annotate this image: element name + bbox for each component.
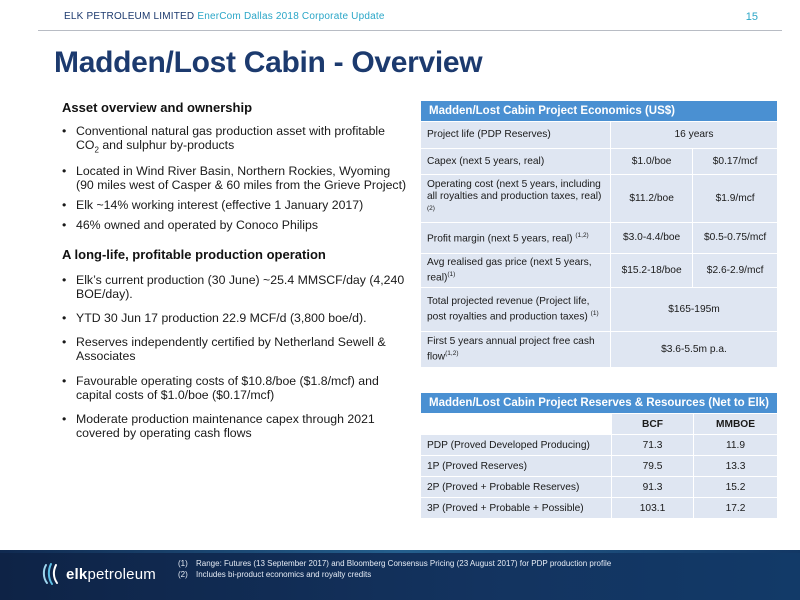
row-value-mcf: $0.5-0.75/mcf xyxy=(693,223,778,254)
header-divider xyxy=(38,30,782,31)
row-label: First 5 years annual project free cash flow$^{(1,2)}$ xyxy=(421,332,611,368)
row-value-mcf: $2.6-2.9/mcf xyxy=(693,254,778,288)
row-value-bcf: 71.3 xyxy=(612,435,694,456)
footnote-ref: (1) xyxy=(590,310,599,318)
row-label: Profit margin (next 5 years, real) $^{(1,2)}$ xyxy=(421,223,611,254)
table-row xyxy=(421,332,778,368)
asset-bullets xyxy=(62,124,407,233)
left-column xyxy=(62,100,407,451)
row-value-mmboe: 17.2 xyxy=(694,498,778,519)
row-value-bcf: 91.3 xyxy=(612,477,694,498)
row-label: Project life (PDP Reserves) xyxy=(421,122,611,149)
table-row xyxy=(421,435,778,456)
row-value-mmboe: 15.2 xyxy=(694,477,778,498)
column-header-bcf: BCF xyxy=(612,414,694,435)
row-value-boe: $1.0/boe xyxy=(611,149,693,175)
bullet-item: • Reserves independently certified by Netherland Sewell & Associates xyxy=(62,335,407,363)
row-value-mcf: $0.17/mcf xyxy=(693,149,778,175)
row-value: $165-195m xyxy=(611,288,778,332)
table-row xyxy=(421,223,778,254)
header-blank xyxy=(421,414,612,435)
company-logo xyxy=(40,562,156,586)
row-value: $3.6-5.5m p.a. xyxy=(611,332,778,368)
header-text xyxy=(64,11,385,22)
footnote: (2) Includes bi-product economics and royalty credits xyxy=(178,570,372,579)
table-row xyxy=(421,122,778,149)
bullet-item: • 46% owned and operated by Conoco Philips xyxy=(62,218,407,232)
page-title: Madden/Lost Cabin - Overview xyxy=(54,46,483,79)
asset-heading: Asset overview and ownership xyxy=(62,100,253,115)
table-row xyxy=(421,498,778,519)
footnotes xyxy=(178,558,611,580)
row-label: 1P (Proved Reserves) xyxy=(421,456,612,477)
row-value-mmboe: 13.3 xyxy=(694,456,778,477)
row-value-bcf: 79.5 xyxy=(612,456,694,477)
table-row xyxy=(421,254,778,288)
table-row xyxy=(421,456,778,477)
table-row xyxy=(421,175,778,223)
footnote-ref: (2) xyxy=(427,204,435,212)
bullet-item: • Favourable operating costs of $10.8/boe ($1.8/mcf) and capital costs of $1.0/boe ($0.17/mcf) xyxy=(62,374,407,402)
footnote-ref: (1) xyxy=(447,271,456,278)
row-value-bcf: 103.1 xyxy=(612,498,694,519)
logo-text: elkpetroleum xyxy=(66,565,156,583)
row-label: Avg realised gas price (next 5 years, real)$^{(1)}$ xyxy=(421,254,611,288)
row-label: Operating cost (next 5 years, including all royalties and production taxes, real) $^{(2)}$ xyxy=(421,175,611,223)
footnote-ref: (1,2) xyxy=(575,232,589,240)
row-value-boe: $3.0-4.4/boe xyxy=(611,223,693,254)
row-label: PDP (Proved Developed Producing) xyxy=(421,435,612,456)
row-value: 16 years xyxy=(611,122,778,149)
table-header-row xyxy=(421,414,778,435)
reserves-table-title: Madden/Lost Cabin Project Reserves & Resources (Net to Elk) xyxy=(421,393,778,414)
footnote-ref: (1,2) xyxy=(445,350,459,358)
column-header-mmboe: MMBOE xyxy=(694,414,778,435)
event-name: EnerCom Dallas 2018 Corporate Update xyxy=(197,11,385,22)
bullet-item: • Located in Wind River Basin, Northern Rockies, Wyoming (90 miles west of Casper & 60 miles from the Grieve Project) xyxy=(62,164,407,192)
page-footer xyxy=(0,550,800,600)
row-value-boe: $15.2-18/boe xyxy=(611,254,693,288)
row-label: Capex (next 5 years, real) xyxy=(421,149,611,175)
row-value-mmboe: 11.9 xyxy=(694,435,778,456)
row-value-mcf: $1.9/mcf xyxy=(693,175,778,223)
bullet-item: • YTD 30 Jun 17 production 22.9 MCF/d (3,800 boe/d). xyxy=(62,311,407,325)
company-name: ELK PETROLEUM LIMITED xyxy=(64,11,195,22)
row-value-boe: $11.2/boe xyxy=(611,175,693,223)
reserves-table xyxy=(420,392,778,519)
economics-table-title: Madden/Lost Cabin Project Economics (US$) xyxy=(421,101,778,122)
table-row xyxy=(421,477,778,498)
economics-table xyxy=(420,100,778,368)
bullet-item: • Moderate production maintenance capex through 2021 covered by operating cash flows xyxy=(62,412,407,440)
bullet-item: • Elk ~14% working interest (effective 1 January 2017) xyxy=(62,198,407,212)
bullet-item: • Conventional natural gas production asset with profitable $CO_2$ and sulphur by-products xyxy=(62,124,407,158)
bullet-item: • Elk’s current production (30 June) ~25.4 MMSCF/day (4,240 BOE/day). xyxy=(62,273,407,301)
row-label: 3P (Proved + Probable + Possible) xyxy=(421,498,612,519)
row-label: 2P (Proved + Probable Reserves) xyxy=(421,477,612,498)
page-header xyxy=(0,0,800,36)
production-heading: A long-life, profitable production operation xyxy=(62,246,326,262)
table-row xyxy=(421,288,778,332)
row-label: Total projected revenue (Project life, post royalties and production taxes) $^{(1)}$ xyxy=(421,288,611,332)
page-number: 15 xyxy=(745,11,758,23)
table-row xyxy=(421,149,778,175)
production-bullets xyxy=(62,273,407,441)
footnote: (1) Range: Futures (13 September 2017) and Bloomberg Consensus Pricing (23 August 2017) for PDP production profile xyxy=(178,559,612,568)
elk-logo-icon xyxy=(40,562,62,586)
